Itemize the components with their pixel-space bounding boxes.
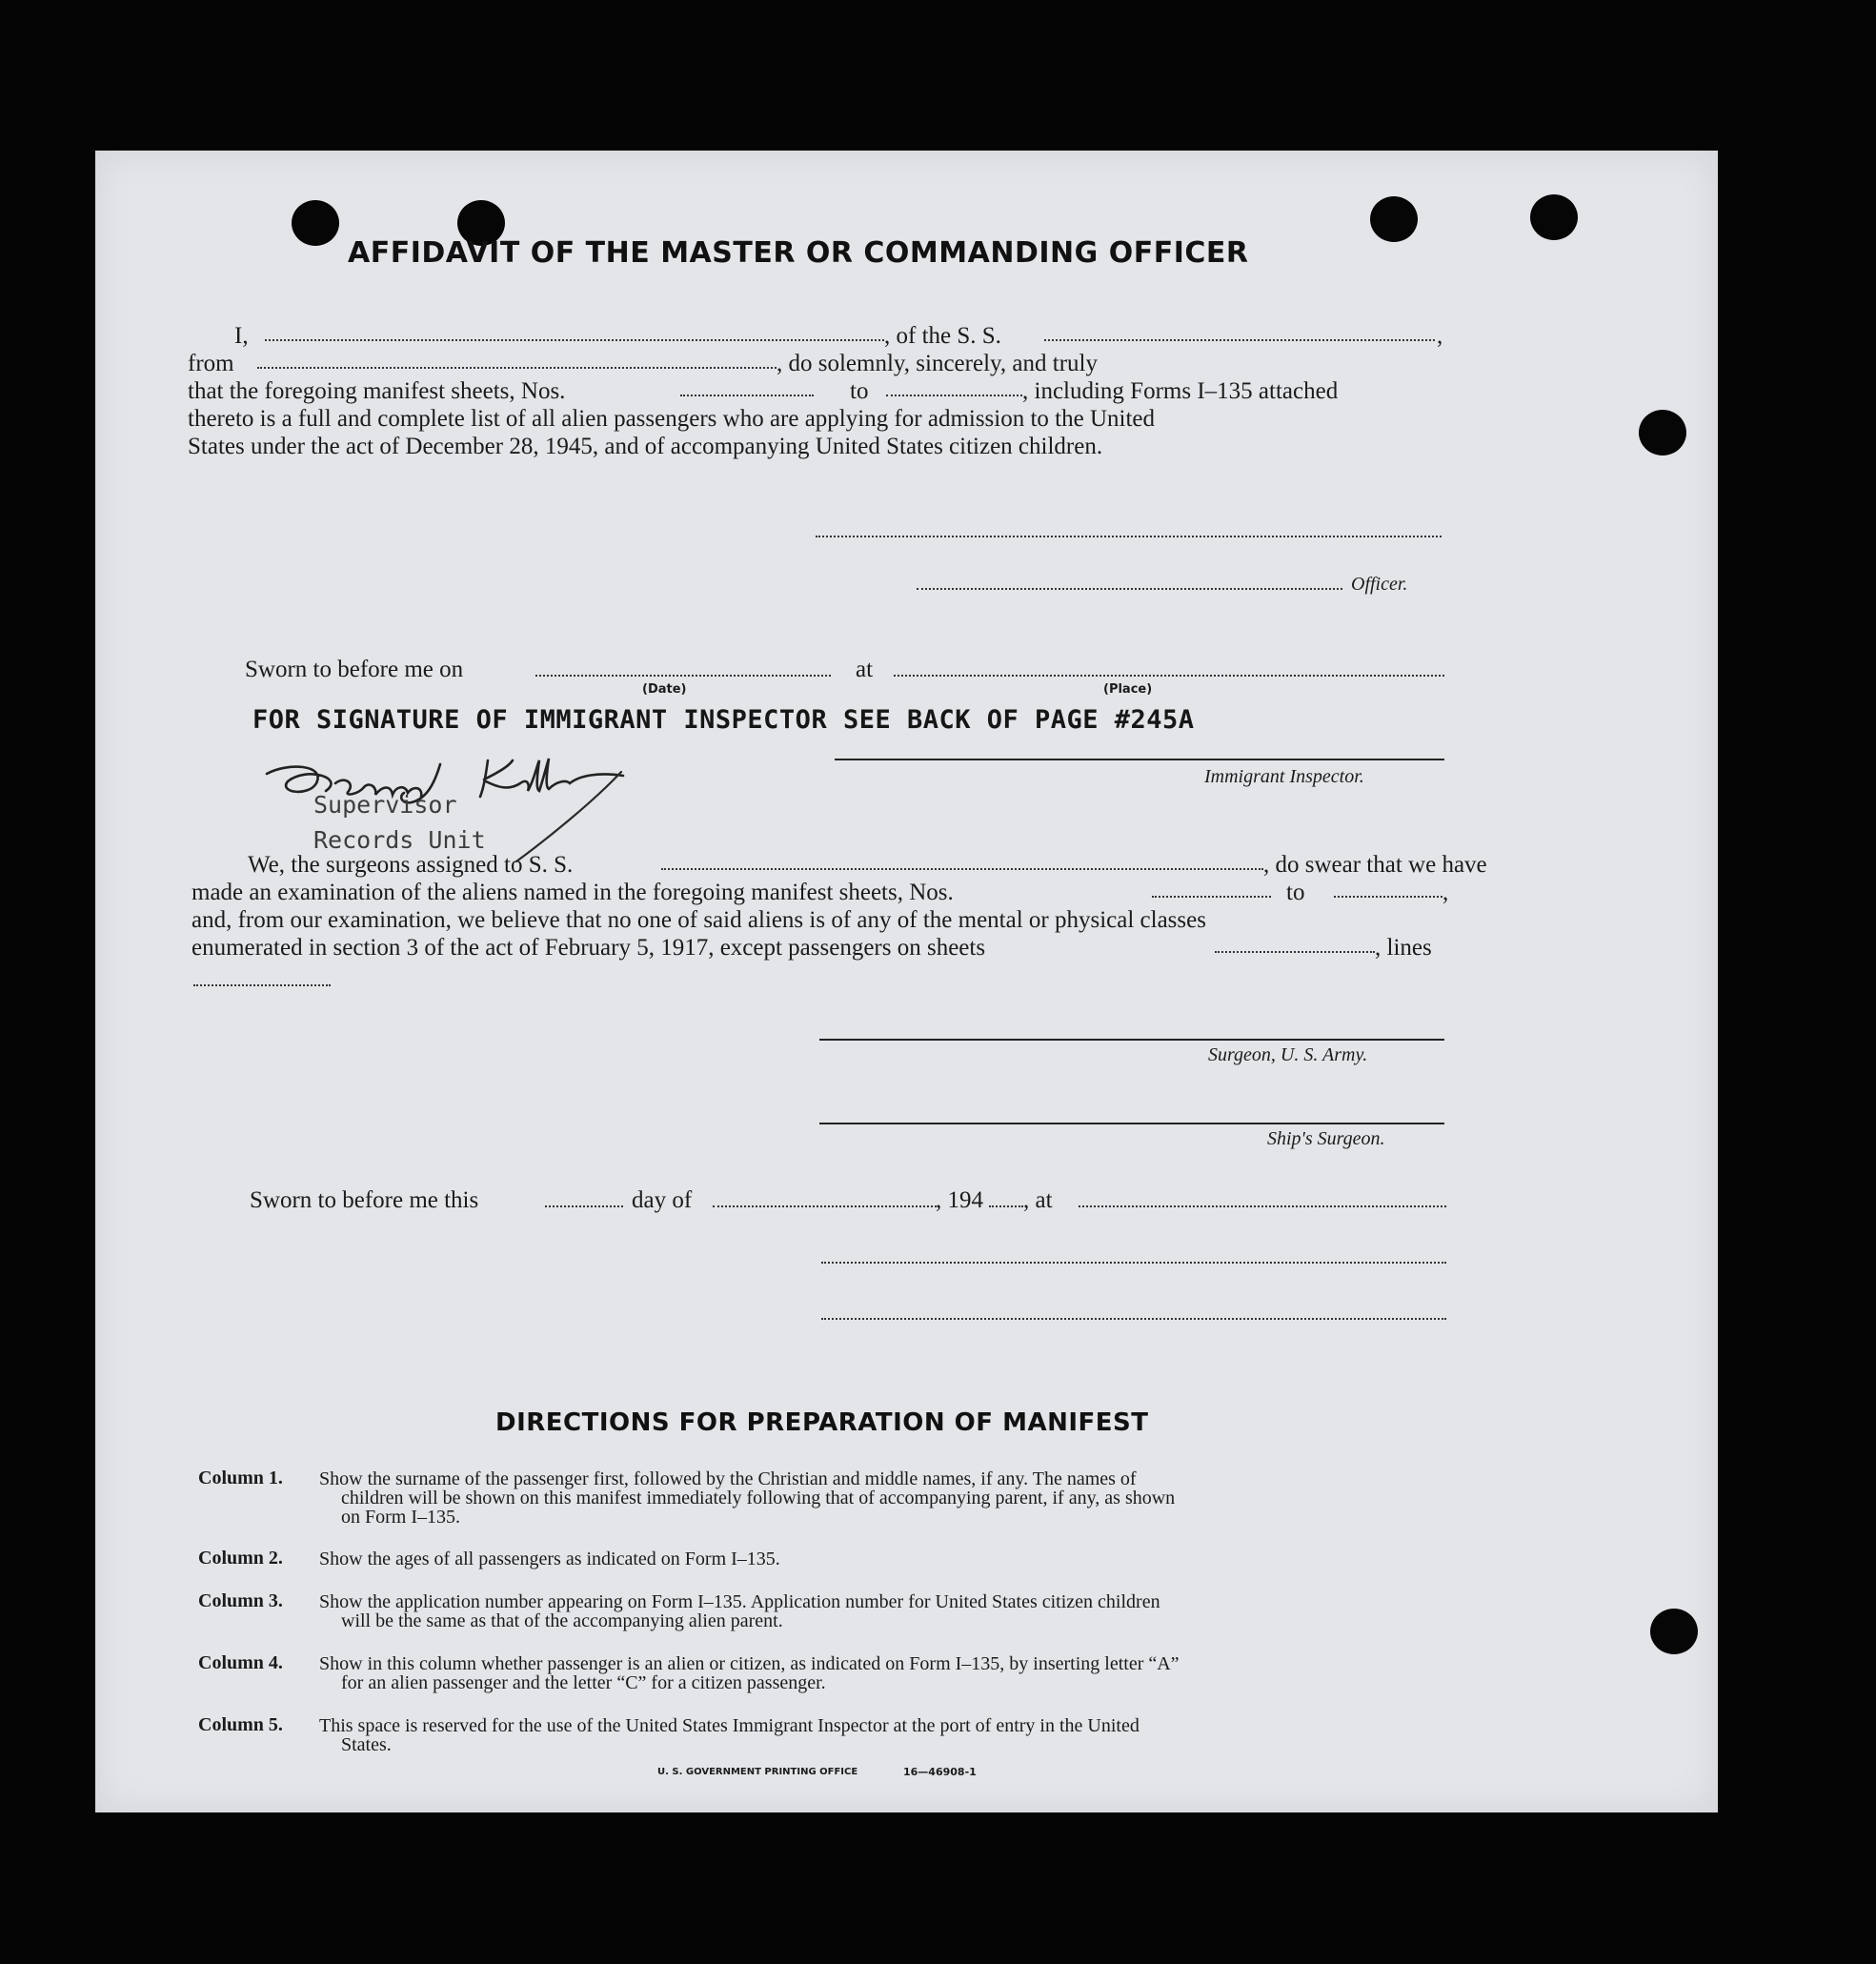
surgeons-line2a: made an examination of the aliens named in the foregoing manifest sheets, Nos. — [192, 880, 954, 905]
sworn-text: Sworn to before me on — [245, 657, 464, 682]
officer-label: Officer. — [1351, 574, 1408, 595]
column3-line1: Show the application number appearing on Form I–135. Application number for United States citizen children — [319, 1591, 1160, 1612]
column3-label: Column 3. — [198, 1590, 283, 1611]
stamp-records-unit: Records Unit — [313, 826, 486, 854]
affidavit-line1-end: , — [1437, 323, 1443, 349]
surgeons-line2-end: , — [1442, 880, 1449, 905]
sworn-at: at — [856, 657, 874, 682]
army-surgeon-signature-line[interactable] — [819, 1039, 1444, 1041]
punch-hole — [1650, 1609, 1698, 1654]
typed-inspector-note: FOR SIGNATURE OF IMMIGRANT INSPECTOR SEE BACK OF PAGE #245A — [252, 705, 1195, 735]
column4-label: Column 4. — [198, 1652, 283, 1673]
officer-title-line[interactable] — [917, 588, 1342, 590]
sworn2-signature-line[interactable] — [821, 1262, 1446, 1264]
sworn2-day-of: day of — [632, 1187, 693, 1213]
punch-hole — [1370, 196, 1418, 242]
affidavit-line3a: that the foregoing manifest sheets, Nos. — [188, 378, 566, 404]
sworn2-day-field[interactable] — [545, 1205, 623, 1207]
column5-line1: This space is reserved for the use of the United States Immigrant Inspector at the port of entry in the United — [319, 1715, 1140, 1736]
surgeons-sheet-to-field[interactable] — [1334, 896, 1442, 898]
except-sheets-field[interactable] — [1215, 951, 1375, 953]
column1-line3: on Form I–135. — [341, 1507, 460, 1528]
inspector-label: Immigrant Inspector. — [1204, 766, 1364, 787]
affidavit-title: AFFIDAVIT OF THE MASTER OR COMMANDING OFFICER — [348, 236, 1249, 270]
affidavit-line4: thereto is a full and complete list of all alien passengers who are applying for admission to the United — [188, 406, 1156, 432]
sheet-to-field[interactable] — [886, 395, 1022, 396]
punch-hole — [1530, 194, 1578, 240]
lines-field[interactable] — [193, 984, 331, 986]
affidavit-line5: States under the act of December 28, 1945, and of accompanying United States citizen children. — [188, 434, 1103, 459]
date-caption: (Date) — [642, 682, 687, 697]
sworn2-at: , at — [1023, 1187, 1053, 1213]
column1-line1: Show the surname of the passenger first, followed by the Christian and middle names, if any. The names of — [319, 1468, 1137, 1489]
directions-title: DIRECTIONS FOR PREPARATION OF MANIFEST — [495, 1408, 1149, 1437]
affidavit-line3b: , including Forms I–135 attached — [1022, 378, 1339, 404]
column4-line2: for an alien passenger and the letter “C” for a citizen passenger. — [341, 1672, 826, 1693]
column5-line2: States. — [341, 1734, 392, 1755]
sworn2-year: , 194 — [936, 1187, 983, 1213]
column2-label: Column 2. — [198, 1548, 283, 1569]
column1-label: Column 1. — [198, 1468, 283, 1488]
ship-surgeon-signature-line[interactable] — [819, 1123, 1444, 1124]
sheet-from-field[interactable] — [680, 395, 814, 396]
ship-surgeon-label: Ship's Surgeon. — [1267, 1128, 1385, 1149]
master-name-field[interactable] — [265, 339, 884, 341]
affidavit-ship-text: , of the S. S. — [884, 323, 1001, 349]
surgeons-sheet-from-field[interactable] — [1152, 896, 1271, 898]
stamp-supervisor: Supervisor — [313, 791, 457, 819]
inspector-signature-line[interactable] — [835, 759, 1444, 760]
column2-line1: Show the ages of all passengers as indicated on Form I–135. — [319, 1549, 780, 1569]
officer-signature-line[interactable] — [816, 536, 1442, 537]
form-code: 16—46908-1 — [903, 1766, 977, 1778]
column4-line1: Show in this column whether passenger is an alien or citizen, as indicated on Form I–135, by inserting letter “A” — [319, 1653, 1180, 1674]
sworn-date-field[interactable] — [535, 675, 831, 677]
affidavit-from: from — [188, 351, 234, 376]
affidavit-to: to — [850, 378, 869, 404]
surgeons-ship-field[interactable] — [661, 868, 1263, 870]
column1-line2: children will be shown on this manifest immediately following that of accompanying parent, if any, as shown — [341, 1488, 1176, 1508]
affidavit-i: I, — [234, 323, 249, 349]
sworn2-place-field[interactable] — [1079, 1205, 1446, 1207]
surgeons-line3: and, from our examination, we believe that no one of said aliens is of any of the mental or physical classes — [192, 907, 1206, 933]
punch-hole — [292, 200, 339, 246]
column5-label: Column 5. — [198, 1714, 283, 1735]
surgeons-line4b: , lines — [1375, 935, 1432, 961]
column3-line2: will be the same as that of the accompanying alien parent. — [341, 1610, 783, 1631]
army-surgeon-label: Surgeon, U. S. Army. — [1208, 1044, 1368, 1065]
affidavit-line2-text: , do solemnly, sincerely, and truly — [777, 351, 1098, 376]
surgeons-line1b: , do swear that we have — [1263, 852, 1487, 878]
departure-port-field[interactable] — [257, 367, 777, 369]
form-page — [95, 151, 1718, 1812]
sworn2-text: Sworn to before me this — [250, 1187, 479, 1213]
place-caption: (Place) — [1103, 682, 1153, 697]
sworn2-title-line[interactable] — [821, 1318, 1446, 1320]
sworn2-month-field[interactable] — [713, 1205, 937, 1207]
punch-hole — [1639, 410, 1686, 456]
sworn-place-field[interactable] — [894, 675, 1444, 677]
ship-name-field[interactable] — [1044, 339, 1435, 341]
printer-imprint: U. S. GOVERNMENT PRINTING OFFICE — [657, 1767, 858, 1777]
surgeons-line1a: We, the surgeons assigned to S. S. — [248, 852, 574, 878]
surgeons-to: to — [1286, 880, 1305, 905]
surgeons-line4a: enumerated in section 3 of the act of February 5, 1917, except passengers on sheets — [192, 935, 986, 961]
sworn2-year-field[interactable] — [989, 1205, 1023, 1207]
